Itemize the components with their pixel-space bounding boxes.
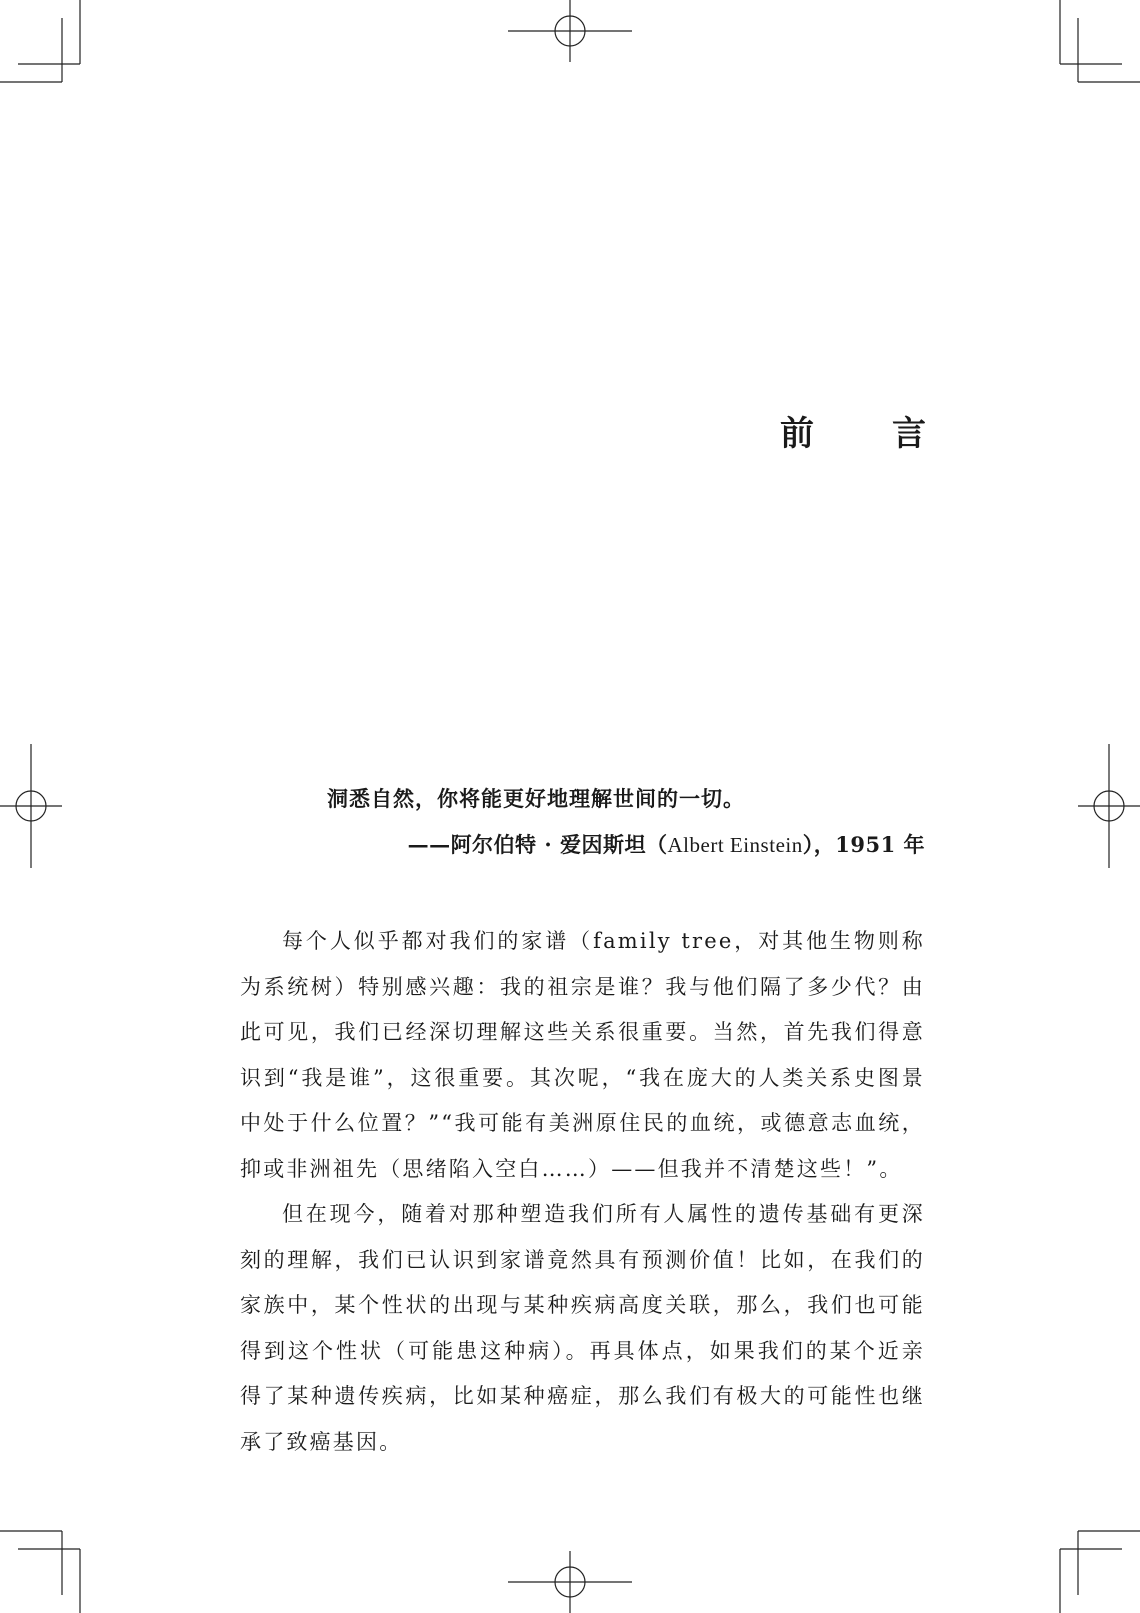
- paragraph: 每个人似乎都对我们的家谱（family tree，对其他生物则称为系统树）特别感兴趣：我的祖宗是谁？我与他们隔了多少代？由此可见，我们已经深切理解这些关系很重要。当然，首先我们得意识到“我是谁”，这很重要。其次呢，“我在庞大的人类关系史图景中处于什么位置？”“我可能有美洲原住民的血统，或德意志血统，抑或非洲祖先（思绪陷入空白……）——但我并不清楚这些！”。: [240, 929, 925, 1181]
- registration-mark-right: [1078, 744, 1140, 868]
- attribution-suffix: ），1951 年: [802, 832, 925, 857]
- attribution-latin-name: Albert Einstein: [667, 833, 803, 857]
- registration-mark-bottom: [508, 1551, 632, 1613]
- registration-mark-top: [508, 0, 632, 62]
- chapter-title: 前 言: [780, 414, 948, 454]
- epigraph-quote: 洞悉自然，你将能更好地理解世间的一切。: [327, 786, 745, 811]
- registration-mark-left: [0, 744, 62, 868]
- paragraph: 但在现今，随着对那种塑造我们所有人属性的遗传基础有更深刻的理解，我们已认识到家谱竟然具有预测价值！比如，在我们的家族中，某个性状的出现与某种疾病高度关联，那么，我们也可能得到这个性状（可能患这种病）。再具体点，如果我们的某个近亲得了某种遗传疾病，比如某种癌症，那么我们有极大的可能性也继承了致癌基因。: [240, 1202, 925, 1454]
- attribution-prefix: ——阿尔伯特 · 爱因斯坦（: [407, 832, 668, 857]
- body-text: [240, 919, 925, 1465]
- epigraph-attribution: [240, 830, 925, 860]
